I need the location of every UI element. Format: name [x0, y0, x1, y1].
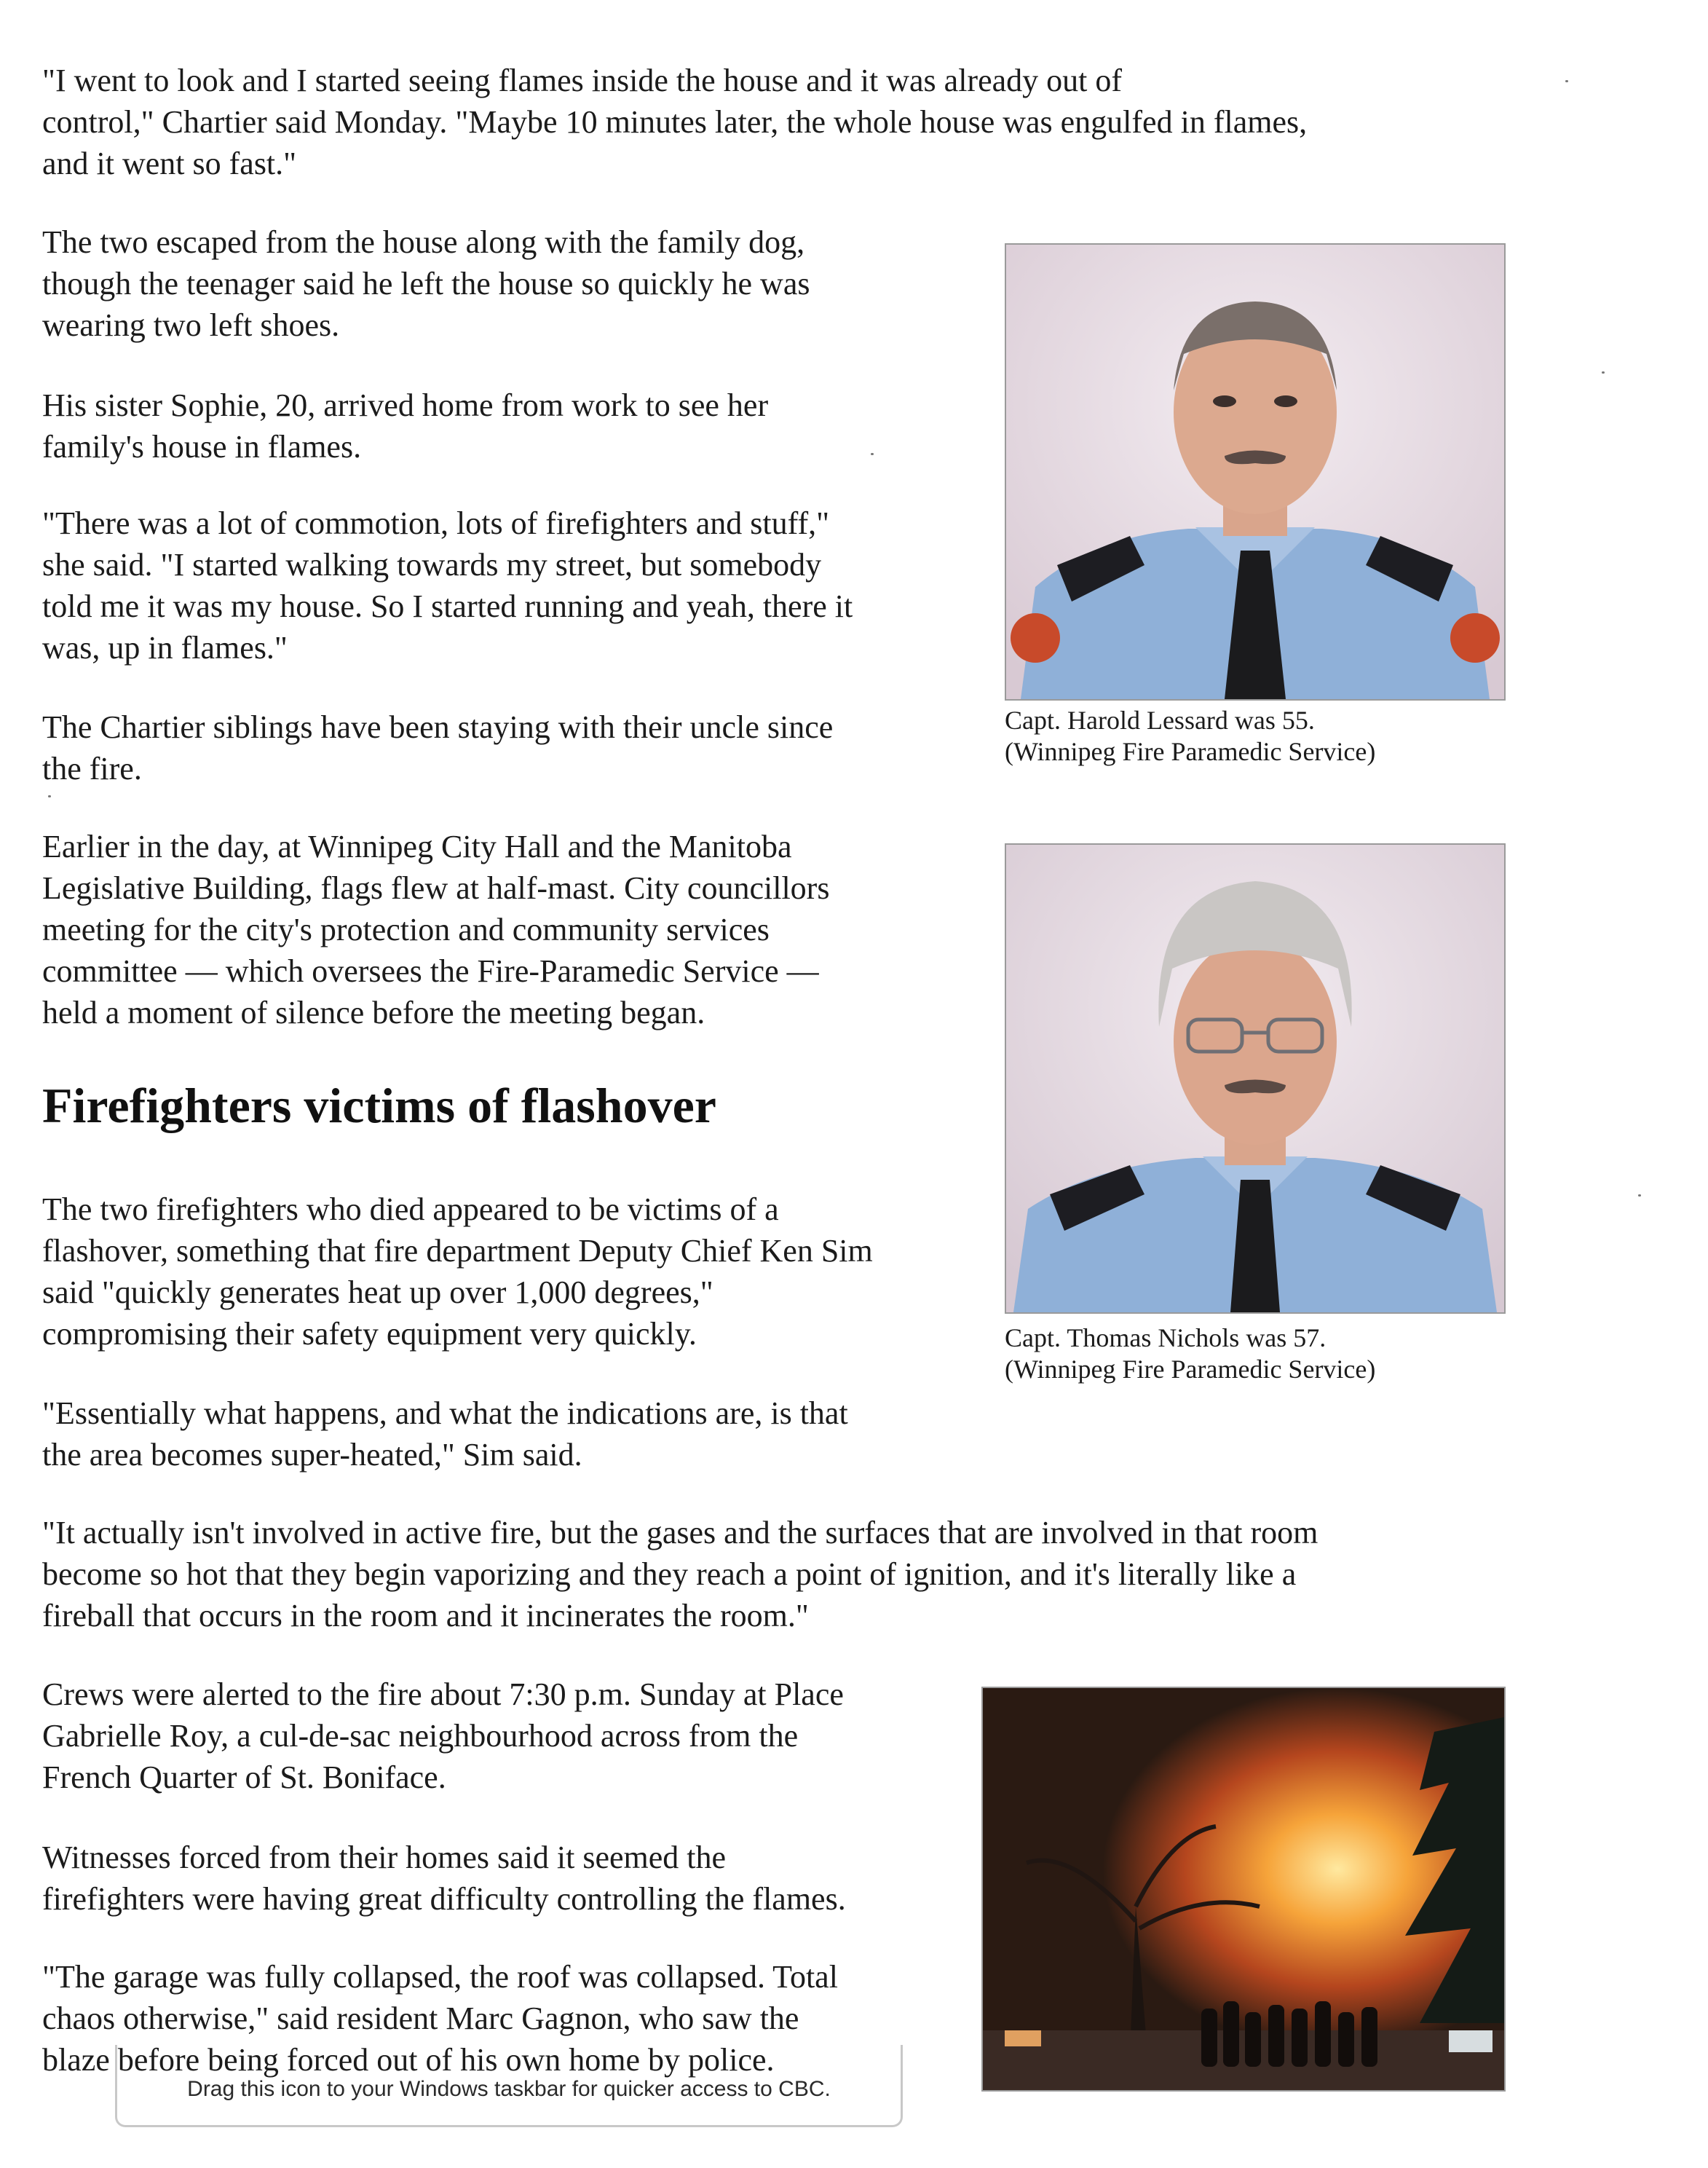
scan-speck	[1638, 1194, 1641, 1197]
section-heading: Firefighters victims of flashover	[42, 1078, 716, 1133]
paragraph-super-heated: "Essentially what happens, and what the indications are, is that the area becomes super-heated," Sim said.	[42, 1395, 848, 1473]
paragraph-commotion: "There was a lot of commotion, lots of firefighters and stuff," she said. "I started walking towards my street, but somebody told me it was my house. So I started running and yeah, there it was, up in flames."	[42, 505, 853, 666]
paragraph-quote-chartier: "I went to look and I started seeing flames inside the house and it was already out of control," Chartier said Monday. "Maybe 10 minutes later, the whole house was engulfed in flames, and it went so fast."	[42, 63, 1308, 181]
photo-thomas-nichols	[1005, 843, 1506, 1314]
scan-speck	[1565, 80, 1568, 82]
paragraph-uncle: The Chartier siblings have been staying with their uncle since the fire.	[42, 709, 834, 787]
scan-speck	[1602, 371, 1605, 374]
scan-speck	[48, 795, 51, 797]
paragraph-witnesses: Witnesses forced from their homes said it seemed the firefighters were having great difficulty controlling the flames.	[42, 1840, 846, 1917]
scan-speck	[871, 453, 874, 455]
paragraph-crews: Crews were alerted to the fire about 7:30 p.m. Sunday at Place Gabrielle Roy, a cul-de-sac neighbourhood across from the French Quarter of St. Boniface.	[42, 1676, 844, 1795]
photo-caption-lessard: Capt. Harold Lessard was 55. (Winnipeg Fire Paramedic Service)	[1005, 706, 1376, 766]
taskbar-hint-text: Drag this icon to your Windows taskbar for quicker access to CBC.	[187, 2077, 831, 2101]
cbc-taskbar-hint-box[interactable]	[115, 2045, 903, 2127]
paragraph-sister: His sister Sophie, 20, arrived home from work to see her family's house in flames.	[42, 387, 769, 465]
portrait-image	[1006, 245, 1504, 699]
paragraph-fireball: "It actually isn't involved in active fire, but the gases and the surfaces that are involved in that room become so hot that they begin vaporizing and they reach a point of ignition, and it's literally like a fireball that occurs in the room and it incinerates the room."	[42, 1515, 1318, 1633]
photo-house-fire	[981, 1687, 1506, 2092]
paragraph-escape: The two escaped from the house along with the family dog, though the teenager said he left the house so quickly he was wearing two left shoes.	[42, 224, 810, 343]
paragraph-city-hall: Earlier in the day, at Winnipeg City Hall and the Manitoba Legislative Building, flags flew at half-mast. City councillors meeting for the city's protection and community services committee — which oversees the Fire-Paramedic Service — held a moment of silence before the meeting began.	[42, 829, 830, 1030]
paragraph-flashover: The two firefighters who died appeared to be victims of a flashover, something that fire department Deputy Chief Ken Sim said "quickly generates heat up over 1,000 degrees," compromising their safety equipment very quickly.	[42, 1191, 873, 1352]
paragraph-garage: "The garage was fully collapsed, the roof was collapsed. Total chaos otherwise," said resident Marc Gagnon, who saw the blaze before being forced out of his own home by police.	[42, 1959, 838, 2078]
photo-caption-nichols: Capt. Thomas Nichols was 57. (Winnipeg Fire Paramedic Service)	[1005, 1323, 1376, 1384]
portrait-image	[1006, 845, 1504, 1312]
photo-harold-lessard	[1005, 243, 1506, 701]
fire-scene-image	[983, 1688, 1504, 2090]
